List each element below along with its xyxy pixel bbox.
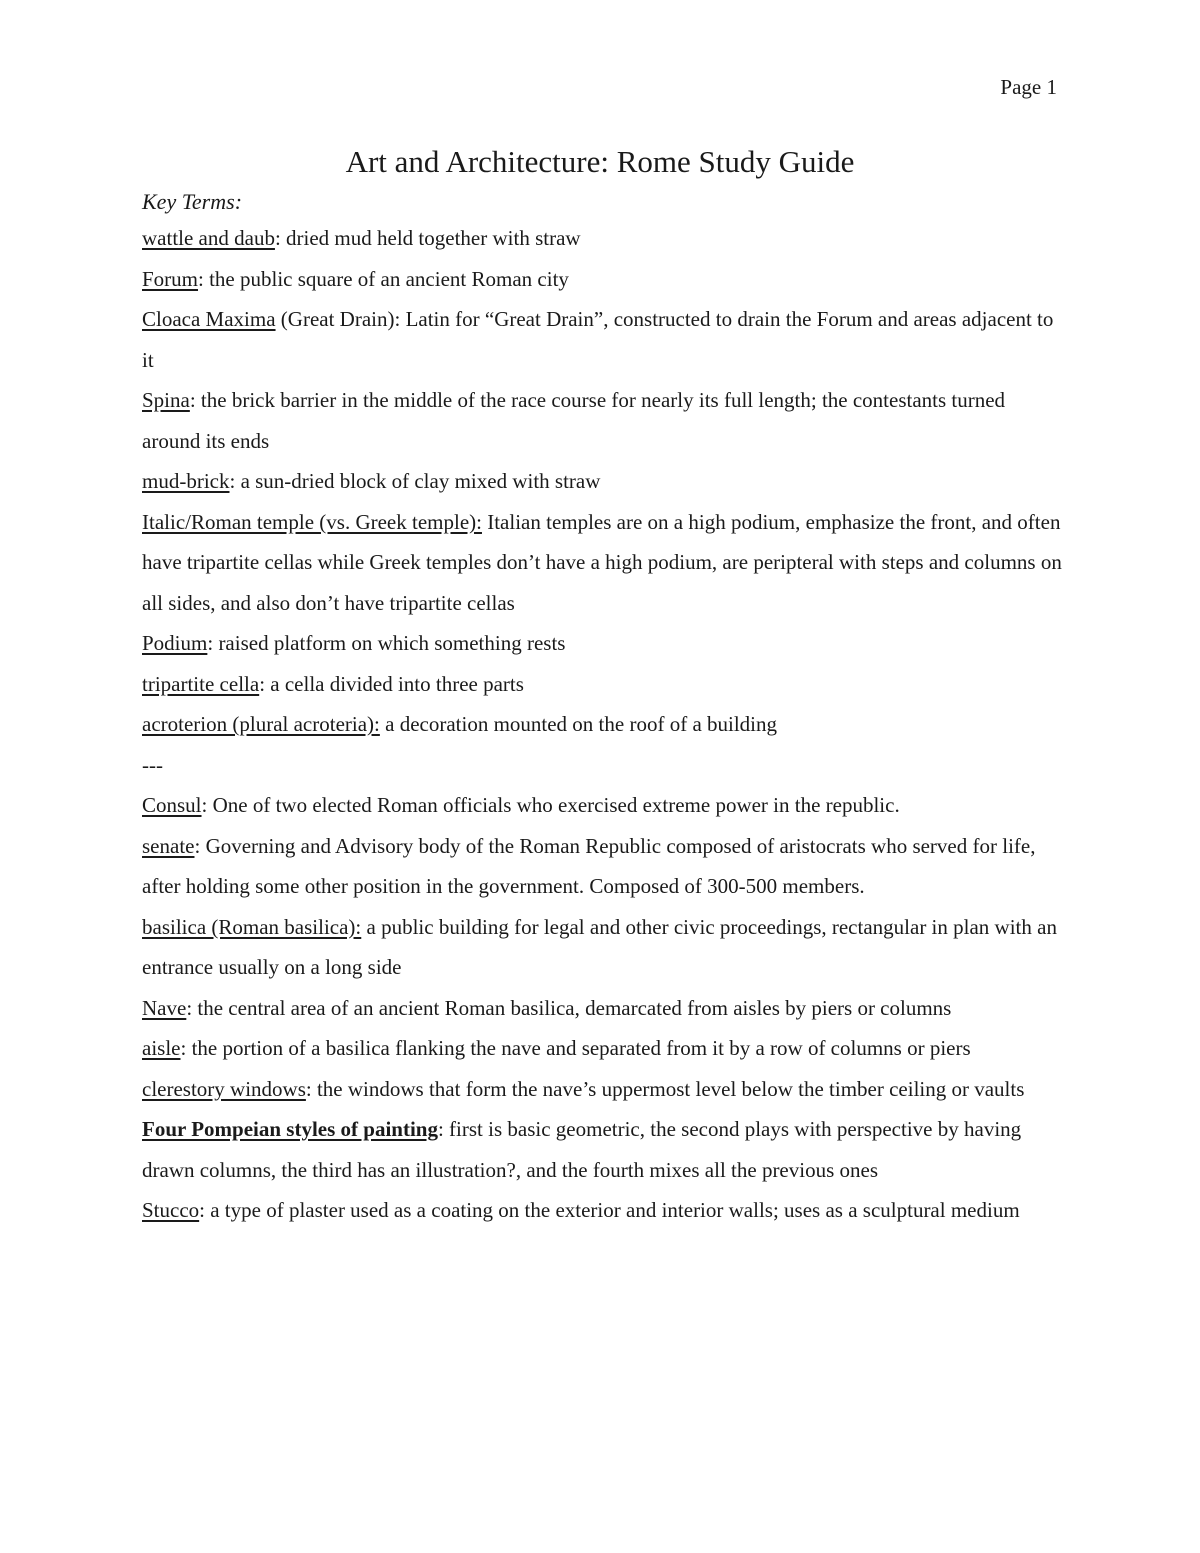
term-entry-mud-brick (142, 461, 1062, 502)
term-definition: (Great Drain): Latin for “Great Drain”, constructed to drain the Forum and areas adjacent to it (142, 307, 1054, 372)
term-label: Podium (142, 631, 208, 655)
term-definition: : first is basic geometric, the second plays with perspective by having drawn columns, the third has an illustration?, and the fourth mixes all the previous ones (142, 1117, 1022, 1182)
term-label: Cloaca Maxima (142, 307, 276, 331)
term-definition: Italian temples are on a high podium, emphasize the front, and often have tripartite cellas while Greek temples don’t have a high podium, are peripteral with steps and columns on all sides, and also don’t have tripartite cellas (142, 509, 1062, 615)
term-definition: : a sun-dried block of clay mixed with straw (229, 469, 601, 493)
term-entry-nave (142, 988, 1062, 1029)
term-label: Stucco (142, 1198, 200, 1222)
term-definition: : One of two elected Roman officials who exercised extreme power in the republic. (201, 793, 900, 817)
term-entry-forum (142, 259, 1062, 300)
term-definition: : raised platform on which something rests (207, 631, 566, 655)
document-body (142, 186, 1062, 1231)
term-entry-senate (142, 826, 1062, 907)
term-definition: a decoration mounted on the roof of a building (379, 712, 778, 736)
term-label: basilica (Roman basilica): (142, 914, 362, 939)
term-definition: a public building for legal and other civic proceedings, rectangular in plan with an entrance usually on a long side (142, 914, 1057, 979)
term-entry-stucco (142, 1190, 1062, 1231)
section-separator: --- (142, 752, 163, 777)
term-label: aisle (142, 1036, 181, 1060)
term-entry-clerestory-windows (142, 1069, 1062, 1110)
term-entry-aisle (142, 1028, 1062, 1069)
term-label: Nave (142, 995, 187, 1020)
term-label: Forum (142, 266, 199, 291)
term-label: wattle and daub (142, 226, 275, 250)
term-definition: : Governing and Advisory body of the Roman Republic composed of aristocrats who served for life, after holding some other position in the government. Composed of 300-500 members. (142, 833, 1036, 898)
term-label: clerestory windows (142, 1076, 306, 1101)
term-definition: : the brick barrier in the middle of the race course for nearly its full length; the contestants turned around its ends (142, 388, 1006, 453)
term-label: tripartite cella (142, 671, 260, 696)
term-label: Italic/Roman temple (vs. Greek temple): (142, 509, 482, 534)
term-definition: : a cella divided into three parts (259, 671, 524, 696)
document-title: Art and Architecture: Rome Study Guide (345, 144, 855, 179)
term-entry-wattle-and-daub (142, 218, 1062, 259)
term-entry-consul (142, 785, 1062, 826)
term-definition: : a type of plaster used as a coating on the exterior and interior walls; uses as a sculptural medium (199, 1198, 1020, 1222)
term-label: acroterion (plural acroteria): (142, 712, 380, 736)
term-entry-basilica (142, 907, 1062, 988)
term-entry-italic-roman-temple (142, 502, 1062, 624)
term-label: Four Pompeian styles of painting (142, 1117, 438, 1141)
term-entry-podium (142, 623, 1062, 664)
term-definition: : the portion of a basilica flanking the nave and separated from it by a row of columns or piers (180, 1036, 971, 1060)
term-entry-tripartite-cella (142, 664, 1062, 705)
term-label: Spina (142, 388, 190, 412)
term-entry-four-pompeian-styles (142, 1109, 1062, 1190)
term-label: Consul (142, 793, 202, 817)
term-label: senate (142, 833, 195, 858)
term-label: mud-brick (142, 469, 230, 493)
term-definition: : the central area of an ancient Roman basilica, demarcated from aisles by piers or columns (186, 995, 952, 1020)
term-entry-spina (142, 380, 1062, 461)
key-terms-heading: Key Terms: (142, 189, 243, 214)
term-definition: : the public square of an ancient Roman city (198, 266, 569, 291)
term-definition: : dried mud held together with straw (274, 226, 581, 250)
term-definition: : the windows that form the nave’s uppermost level below the timber ceiling or vaults (305, 1076, 1025, 1101)
term-entry-acroterion (142, 704, 1062, 745)
page-number: Page 1 (1000, 75, 1057, 99)
term-entry-cloaca-maxima (142, 299, 1062, 380)
